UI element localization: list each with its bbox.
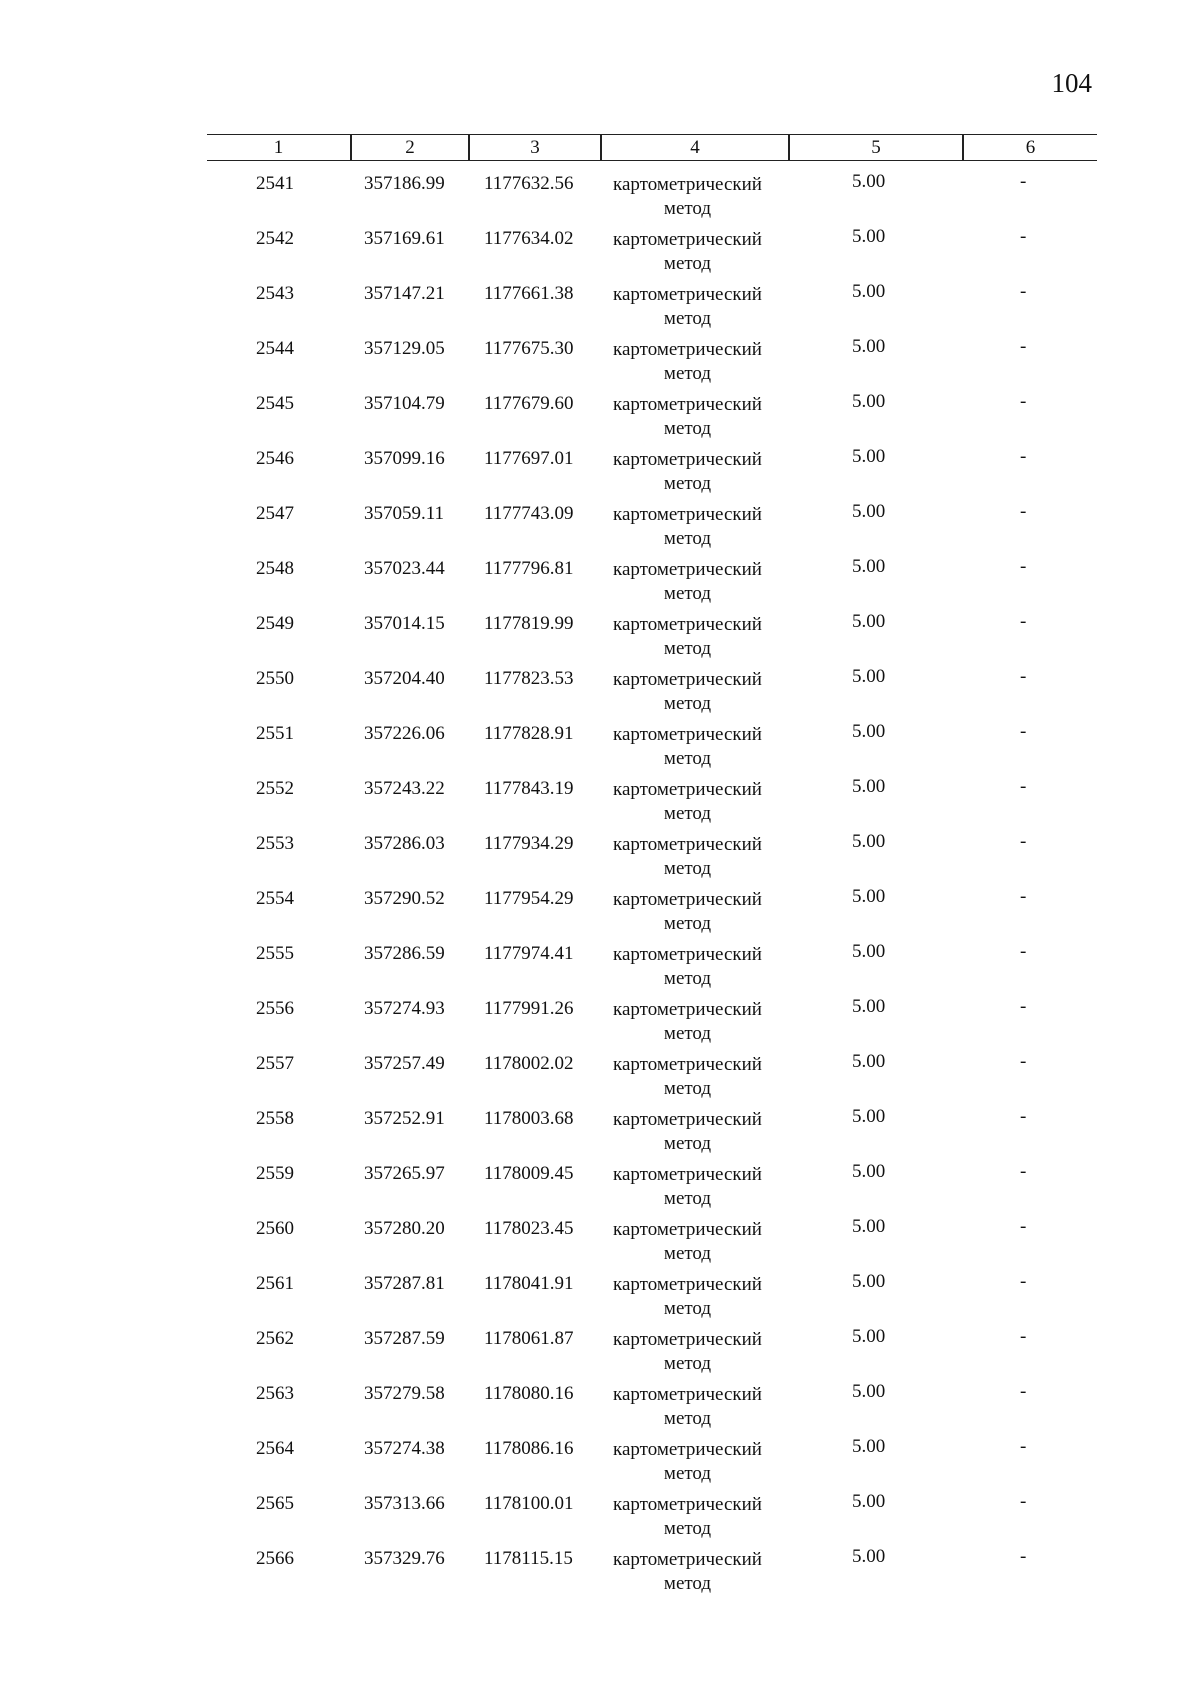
note-value: - xyxy=(1020,556,1027,577)
note-value: - xyxy=(1020,226,1027,247)
coordinate-x: 357290.52 xyxy=(364,888,445,909)
point-number: 2556 xyxy=(256,998,294,1019)
table-row xyxy=(0,500,1200,555)
note-value: - xyxy=(1020,666,1027,687)
accuracy-value: 5.00 xyxy=(852,1491,886,1512)
note-value: - xyxy=(1020,996,1027,1017)
column-header-3: 3 xyxy=(530,137,540,158)
point-number: 2542 xyxy=(256,228,294,249)
table-row xyxy=(0,885,1200,940)
coordinate-x: 357286.59 xyxy=(364,943,445,964)
table-body xyxy=(0,170,1200,1600)
accuracy-value: 5.00 xyxy=(852,1436,886,1457)
method-cell xyxy=(605,1383,770,1431)
method-line-2: метод xyxy=(663,748,712,769)
table-row xyxy=(0,1050,1200,1105)
point-number: 2565 xyxy=(256,1493,294,1514)
table-row xyxy=(0,1435,1200,1490)
table-row xyxy=(0,280,1200,335)
note-value: - xyxy=(1020,446,1027,467)
method-line-2: метод xyxy=(663,1023,712,1044)
coordinate-y: 1178003.68 xyxy=(484,1108,574,1129)
point-number: 2564 xyxy=(256,1438,294,1459)
method-cell xyxy=(605,503,770,551)
method-line-2: метод xyxy=(663,1518,712,1539)
point-number: 2553 xyxy=(256,833,294,854)
coordinate-x: 357104.79 xyxy=(364,393,445,414)
method-line-1: картометрический xyxy=(613,669,762,690)
page-number: 104 xyxy=(1051,68,1092,98)
accuracy-value: 5.00 xyxy=(852,556,886,577)
table-row xyxy=(0,1215,1200,1270)
method-line-1: картометрический xyxy=(613,1164,762,1185)
coordinate-y: 1178061.87 xyxy=(484,1328,574,1349)
point-number: 2551 xyxy=(256,723,294,744)
coordinate-y: 1177954.29 xyxy=(484,888,574,909)
method-line-2: метод xyxy=(663,308,712,329)
method-line-2: метод xyxy=(663,858,712,879)
point-number: 2562 xyxy=(256,1328,294,1349)
table-row xyxy=(0,610,1200,665)
method-cell xyxy=(605,833,770,881)
method-cell xyxy=(605,1493,770,1541)
column-header-5: 5 xyxy=(871,137,881,158)
method-line-2: метод xyxy=(663,473,712,494)
method-cell xyxy=(605,1163,770,1211)
method-cell xyxy=(605,1548,770,1596)
method-line-1: картометрический xyxy=(613,779,762,800)
coordinate-y: 1177675.30 xyxy=(484,338,574,359)
table-row xyxy=(0,1160,1200,1215)
method-line-1: картометрический xyxy=(613,1549,762,1570)
table-row xyxy=(0,390,1200,445)
method-line-2: метод xyxy=(663,803,712,824)
method-cell xyxy=(605,1273,770,1321)
accuracy-value: 5.00 xyxy=(852,336,886,357)
coordinate-y: 1177697.01 xyxy=(484,448,574,469)
column-header-1: 1 xyxy=(273,137,284,158)
method-line-1: картометрический xyxy=(613,284,762,305)
coordinate-y: 1177743.09 xyxy=(484,503,574,524)
method-line-1: картометрический xyxy=(613,1109,762,1130)
coordinate-x: 357226.06 xyxy=(364,723,445,744)
method-line-2: метод xyxy=(663,1243,712,1264)
coordinate-x: 357265.97 xyxy=(364,1163,445,1184)
coordinate-y: 1178100.01 xyxy=(484,1493,574,1514)
point-number: 2544 xyxy=(256,338,294,359)
method-cell xyxy=(605,1438,770,1486)
accuracy-value: 5.00 xyxy=(852,666,886,687)
method-line-1: картометрический xyxy=(613,449,762,470)
method-cell xyxy=(605,173,770,221)
coordinate-x: 357099.16 xyxy=(364,448,445,469)
coordinate-y: 1178086.16 xyxy=(484,1438,574,1459)
accuracy-value: 5.00 xyxy=(852,171,886,192)
method-line-1: картометрический xyxy=(613,834,762,855)
accuracy-value: 5.00 xyxy=(852,501,886,522)
table-row xyxy=(0,775,1200,830)
method-cell xyxy=(605,228,770,276)
accuracy-value: 5.00 xyxy=(852,226,886,247)
table-row xyxy=(0,995,1200,1050)
method-line-2: метод xyxy=(663,1353,712,1374)
coordinate-x: 357280.20 xyxy=(364,1218,445,1239)
method-cell xyxy=(605,338,770,386)
method-line-2: метод xyxy=(663,968,712,989)
coordinate-y: 1178023.45 xyxy=(484,1218,574,1239)
method-cell xyxy=(605,888,770,936)
accuracy-value: 5.00 xyxy=(852,1161,886,1182)
method-line-1: картометрический xyxy=(613,1274,762,1295)
method-line-2: метод xyxy=(663,1078,712,1099)
point-number: 2560 xyxy=(256,1218,294,1239)
coordinate-y: 1177823.53 xyxy=(484,668,574,689)
coordinate-x: 357287.59 xyxy=(364,1328,445,1349)
note-value: - xyxy=(1020,171,1027,192)
method-line-1: картометрический xyxy=(613,229,762,250)
method-line-1: картометрический xyxy=(613,174,762,195)
coordinate-x: 357313.66 xyxy=(364,1493,445,1514)
table-row xyxy=(0,1270,1200,1325)
coordinate-x: 357274.38 xyxy=(364,1438,445,1459)
note-value: - xyxy=(1020,1381,1027,1402)
point-number: 2546 xyxy=(256,448,294,469)
method-line-1: картометрический xyxy=(613,999,762,1020)
point-number: 2559 xyxy=(256,1163,294,1184)
method-cell xyxy=(605,283,770,331)
note-value: - xyxy=(1020,1271,1027,1292)
accuracy-value: 5.00 xyxy=(852,831,886,852)
table-row xyxy=(0,225,1200,280)
method-cell xyxy=(605,943,770,991)
method-line-1: картометрический xyxy=(613,889,762,910)
note-value: - xyxy=(1020,391,1027,412)
coordinate-x: 357147.21 xyxy=(364,283,445,304)
method-line-1: картометрический xyxy=(613,724,762,745)
method-line-2: метод xyxy=(663,363,712,384)
accuracy-value: 5.00 xyxy=(852,1216,886,1237)
method-line-1: картометрический xyxy=(613,394,762,415)
method-line-1: картометрический xyxy=(613,614,762,635)
point-number: 2550 xyxy=(256,668,294,689)
method-cell xyxy=(605,723,770,771)
method-line-2: метод xyxy=(663,1573,712,1594)
accuracy-value: 5.00 xyxy=(852,941,886,962)
method-line-2: метод xyxy=(663,638,712,659)
accuracy-value: 5.00 xyxy=(852,1051,886,1072)
coordinate-x: 357059.11 xyxy=(364,503,445,524)
note-value: - xyxy=(1020,721,1027,742)
table-header xyxy=(207,134,1097,161)
note-value: - xyxy=(1020,1326,1027,1347)
accuracy-value: 5.00 xyxy=(852,776,886,797)
point-number: 2552 xyxy=(256,778,294,799)
method-cell xyxy=(605,393,770,441)
accuracy-value: 5.00 xyxy=(852,281,886,302)
coordinate-y: 1178002.02 xyxy=(484,1053,574,1074)
coordinate-y: 1177934.29 xyxy=(484,833,574,854)
coordinate-y: 1178009.45 xyxy=(484,1163,574,1184)
accuracy-value: 5.00 xyxy=(852,1326,886,1347)
coordinate-x: 357279.58 xyxy=(364,1383,445,1404)
method-cell xyxy=(605,558,770,606)
point-number: 2548 xyxy=(256,558,294,579)
accuracy-value: 5.00 xyxy=(852,446,886,467)
method-cell xyxy=(605,1328,770,1376)
coordinate-y: 1177843.19 xyxy=(484,778,574,799)
method-line-2: метод xyxy=(663,583,712,604)
coordinate-x: 357257.49 xyxy=(364,1053,445,1074)
method-line-2: метод xyxy=(663,1188,712,1209)
point-number: 2558 xyxy=(256,1108,294,1129)
coordinate-y: 1177819.99 xyxy=(484,613,574,634)
coordinate-x: 357243.22 xyxy=(364,778,445,799)
column-header-2: 2 xyxy=(405,137,415,158)
accuracy-value: 5.00 xyxy=(852,721,886,742)
note-value: - xyxy=(1020,1216,1027,1237)
method-line-1: картометрический xyxy=(613,1439,762,1460)
column-header-4: 4 xyxy=(690,137,700,158)
coordinate-x: 357186.99 xyxy=(364,173,445,194)
note-value: - xyxy=(1020,1161,1027,1182)
method-line-2: метод xyxy=(663,253,712,274)
point-number: 2547 xyxy=(256,503,294,524)
point-number: 2545 xyxy=(256,393,294,414)
method-line-1: картометрический xyxy=(613,1219,762,1240)
table-row xyxy=(0,445,1200,500)
method-line-1: картометрический xyxy=(613,1054,762,1075)
method-cell xyxy=(605,1218,770,1266)
note-value: - xyxy=(1020,1106,1027,1127)
coordinate-x: 357252.91 xyxy=(364,1108,445,1129)
method-line-2: метод xyxy=(663,913,712,934)
table-row xyxy=(0,940,1200,995)
point-number: 2563 xyxy=(256,1383,294,1404)
point-number: 2566 xyxy=(256,1548,294,1569)
point-number: 2543 xyxy=(256,283,294,304)
note-value: - xyxy=(1020,1436,1027,1457)
method-line-1: картометрический xyxy=(613,944,762,965)
method-line-2: метод xyxy=(663,1408,712,1429)
method-line-1: картометрический xyxy=(613,1329,762,1350)
coordinate-y: 1177661.38 xyxy=(484,283,574,304)
method-cell xyxy=(605,998,770,1046)
method-line-1: картометрический xyxy=(613,1494,762,1515)
coordinate-y: 1177974.41 xyxy=(484,943,574,964)
point-number: 2555 xyxy=(256,943,294,964)
point-number: 2557 xyxy=(256,1053,294,1074)
table-row xyxy=(0,335,1200,390)
method-line-1: картометрический xyxy=(613,559,762,580)
coordinate-x: 357023.44 xyxy=(364,558,445,579)
method-cell xyxy=(605,1108,770,1156)
method-line-1: картометрический xyxy=(613,1384,762,1405)
accuracy-value: 5.00 xyxy=(852,1106,886,1127)
coordinate-x: 357286.03 xyxy=(364,833,445,854)
method-line-2: метод xyxy=(663,693,712,714)
method-line-2: метод xyxy=(663,1463,712,1484)
method-cell xyxy=(605,613,770,661)
note-value: - xyxy=(1020,886,1027,907)
coordinate-y: 1177796.81 xyxy=(484,558,574,579)
note-value: - xyxy=(1020,1051,1027,1072)
coordinate-x: 357014.15 xyxy=(364,613,445,634)
method-line-2: метод xyxy=(663,1133,712,1154)
method-line-2: метод xyxy=(663,1298,712,1319)
note-value: - xyxy=(1020,611,1027,632)
accuracy-value: 5.00 xyxy=(852,1546,886,1567)
coordinate-y: 1178041.91 xyxy=(484,1273,574,1294)
method-line-1: картометрический xyxy=(613,339,762,360)
accuracy-value: 5.00 xyxy=(852,1271,886,1292)
coordinate-y: 1177828.91 xyxy=(484,723,574,744)
note-value: - xyxy=(1020,1546,1027,1567)
note-value: - xyxy=(1020,336,1027,357)
note-value: - xyxy=(1020,501,1027,522)
table-row xyxy=(0,1105,1200,1160)
accuracy-value: 5.00 xyxy=(852,391,886,412)
method-line-2: метод xyxy=(663,528,712,549)
note-value: - xyxy=(1020,1491,1027,1512)
accuracy-value: 5.00 xyxy=(852,996,886,1017)
method-line-2: метод xyxy=(663,418,712,439)
table-row xyxy=(0,1380,1200,1435)
coordinate-y: 1177991.26 xyxy=(484,998,574,1019)
method-cell xyxy=(605,668,770,716)
coordinate-y: 1177634.02 xyxy=(484,228,574,249)
point-number: 2541 xyxy=(256,173,294,194)
point-number: 2549 xyxy=(256,613,294,634)
method-line-2: метод xyxy=(663,198,712,219)
note-value: - xyxy=(1020,941,1027,962)
table-row xyxy=(0,830,1200,885)
accuracy-value: 5.00 xyxy=(852,886,886,907)
note-value: - xyxy=(1020,831,1027,852)
coordinate-x: 357204.40 xyxy=(364,668,445,689)
coordinate-y: 1177679.60 xyxy=(484,393,574,414)
coordinate-x: 357287.81 xyxy=(364,1273,445,1294)
table-row xyxy=(0,555,1200,610)
table-row xyxy=(0,720,1200,775)
coordinate-x: 357274.93 xyxy=(364,998,445,1019)
note-value: - xyxy=(1020,776,1027,797)
table-row xyxy=(0,1490,1200,1545)
table-row xyxy=(0,1325,1200,1380)
method-cell xyxy=(605,1053,770,1101)
point-number: 2561 xyxy=(256,1273,294,1294)
accuracy-value: 5.00 xyxy=(852,611,886,632)
column-header-6: 6 xyxy=(1025,137,1036,158)
coordinate-x: 357329.76 xyxy=(364,1548,445,1569)
point-number: 2554 xyxy=(256,888,294,909)
coordinate-y: 1177632.56 xyxy=(484,173,574,194)
accuracy-value: 5.00 xyxy=(852,1381,886,1402)
table-row xyxy=(0,1545,1200,1600)
method-line-1: картометрический xyxy=(613,504,762,525)
table-row xyxy=(0,170,1200,225)
coordinate-x: 357129.05 xyxy=(364,338,445,359)
coordinate-y: 1178115.15 xyxy=(484,1548,573,1569)
coordinate-y: 1178080.16 xyxy=(484,1383,574,1404)
note-value: - xyxy=(1020,281,1027,302)
coordinate-x: 357169.61 xyxy=(364,228,445,249)
method-cell xyxy=(605,448,770,496)
table-row xyxy=(0,665,1200,720)
method-cell xyxy=(605,778,770,826)
